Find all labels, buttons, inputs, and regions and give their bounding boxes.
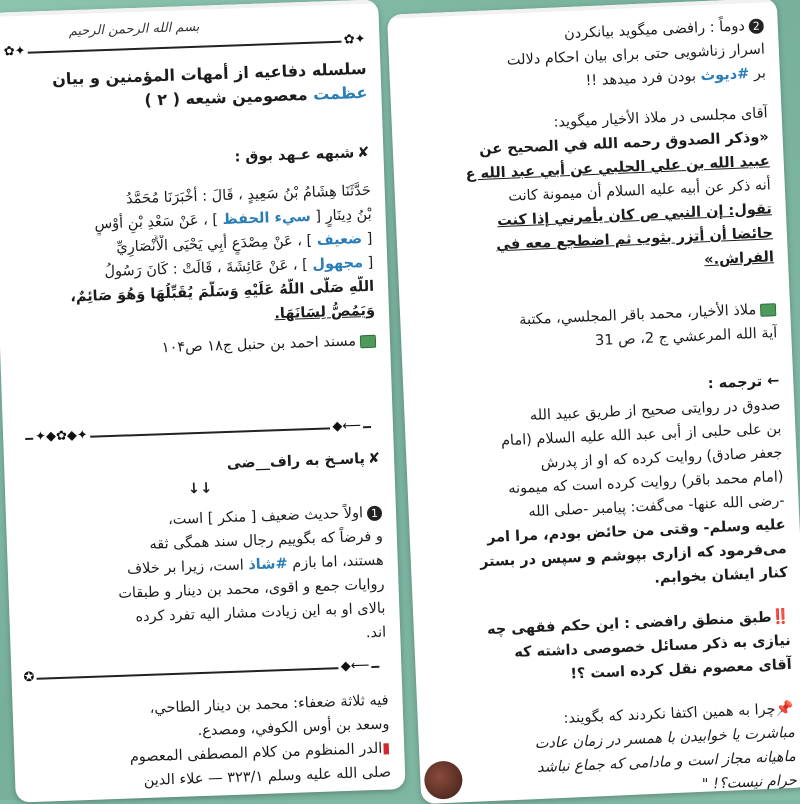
ornament-divider-middle: ✦◆✿◆✦ ◆⟵ <box>13 420 383 447</box>
doubt-title: ✘شبهه عـهد بوق : <box>234 144 370 166</box>
point-one-line-3: هستند، اما بازم #شاذ است، زیرا بر خلاف <box>126 552 384 578</box>
point-two-line-1: 2دوماً : رافضی میگوید بیانکردن <box>402 14 765 52</box>
hadith-line-2: بْنُ دِینَارٍ [ سيء الحفظ ] ، عَنْ سَعْدِ بْنِ أَوْسٍ <box>94 206 372 233</box>
quote-line-4: تقول: إن النبي ص كان يأمرني إذا كنت <box>496 201 773 230</box>
translation-title: ← ترجمه : <box>707 373 780 393</box>
red-book-icon: ▮ <box>381 740 391 757</box>
translation-line-2: بن علی حلبی از أبی عبد الله علیه السلام (امام <box>500 421 782 450</box>
quote-line-6: الفراش.» <box>703 249 775 269</box>
closing-line-3: ماهیانه مجاز است و مادامی که جماع نباشد <box>536 748 797 777</box>
quote-line-1: «وذكر الصدوق رحمه الله في الصحيح عن <box>478 129 770 158</box>
point-one-line-6: اند. <box>365 624 387 642</box>
translation-line-3: جعفر صادق) روایت کرده که او از پدرش <box>540 445 783 472</box>
closing-line-1: 📌چرا به همین اکتفا نکردند که بگویند: <box>563 700 794 727</box>
grade-unknown: مجهول <box>312 255 364 273</box>
quote-line-5: حائضا أن أتزر بثوب ثم اضطجع معه في <box>495 225 774 254</box>
number-two-icon: 2 <box>748 18 764 34</box>
number-one-icon: 1 <box>367 505 383 521</box>
reply-arrows: ↓↓ <box>187 480 213 498</box>
translation-line-5: -رضی الله عنها- می‌گفت: پیامبر -صلی الله <box>528 493 785 521</box>
hadith-line-4: [ مجهول ] ، عَنْ عَائِشَةَ ، قَالَتْ : كَانَ رَسُولُ <box>104 254 374 281</box>
point-one-line-4: روایات جمع و اقوی، محمد بن دینار و طبقات <box>118 576 385 602</box>
series-title-line-1: سلسله دفاعیه از أمهات المؤمنین و بیان <box>51 58 367 89</box>
header-ornament-divider: ✿✦ ✿✦ <box>0 34 370 61</box>
hadith-line-5: اللَّهِ صَلَّى اللَّهُ عَلَيْهِ وَسَلَّمَ يُقَبِّلُهَا وَهُوَ صَائِمٌ، <box>70 278 375 306</box>
translation-line-1: صدوق در روایتی صحیح از طریق عبید الله <box>529 397 781 425</box>
hadith-line-6: وَيَمُصُّ لِسَانَهَا. <box>274 302 376 323</box>
footer-line-3: ▮الدر المنظوم من كلام المصطفى المعصوم <box>129 740 391 766</box>
point-two-line-3: بر #دیوث بودن فرد میدهد !! <box>585 65 767 90</box>
closing-line-4: حرام نیست؟! " <box>701 772 798 793</box>
ornament-divider-bottom: ✪ ◆⟵ <box>21 659 391 686</box>
right-message-card <box>387 0 800 804</box>
basmala-calligraphy: بسم الله الرحمن الرحیم <box>68 19 200 40</box>
series-title-line-2: عظمت معصومین شیعه ( ۲ ) <box>144 82 368 110</box>
source-line-1: ملاذ الأخيار، محمد باقر المجلسي، مكتبة <box>414 298 777 336</box>
hadith-line-3: [ ضعيف ] ، عَنْ مِصْدَعٍ أَبِي يَحْيَى الْأَنْصَارِيِّ <box>116 230 373 256</box>
logic-line-1: ‼️طبق منطق رافضی : این حکم فقهی چه <box>486 608 790 639</box>
pin-icon: 📌 <box>775 700 794 718</box>
logic-line-3: آقای معصوم نقل کرده است ؟! <box>570 656 793 683</box>
point-one-line-1: 1اولاً حدیث ضعیف [ منکر ] است، <box>20 502 383 537</box>
majlisi-intro: آقای مجلسی در ملاذ الأخیار میگوید: <box>553 105 768 131</box>
closing-line-2: مباشرت یا خوابیدن با همسر در زمان عادت <box>534 724 796 753</box>
reply-title: ✘پاسـخ به راف__ضی <box>226 450 381 472</box>
translation-line-8: کنار ایشان بخوابم. <box>653 564 789 587</box>
shaz-hashtag[interactable]: #شاذ <box>248 555 288 574</box>
footer-line-1: فیه ثلاثة ضعفاء: محمد بن دینار الطاحي، <box>149 692 389 717</box>
book-icon <box>760 303 777 317</box>
translation-line-7: می‌فرمود که ازاری بپوشم و سپس در بستر <box>479 540 787 571</box>
source-reference: مسند احمد بن حنبل ج۱۸ ص۱۰۴ <box>14 330 377 365</box>
grade-bad-memory: سيء الحفظ <box>222 208 312 228</box>
source-line-2: آية الله المرعشي ج 2، ص 31 <box>594 325 778 350</box>
point-one-line-2: و فرضاً که بگوییم رجال سند همگی ثقه <box>149 528 384 553</box>
x-mark-icon: ✘ <box>367 450 381 468</box>
translation-line-6: علیه وسلم- وقتی من حائض بودم، مرا امر <box>486 516 786 547</box>
footer-line-4: صلى الله عليه وسلم ٣٢٣/١ — علاء الدين <box>143 764 392 790</box>
quote-line-2: عبيد الله بن علي الحلبي عن أبي عبد الله ع <box>465 153 771 183</box>
footer-line-2: وسعد بن أوس الكوفي، ومصدع. <box>197 716 390 740</box>
logic-line-2: نیازی به ذکر مسائل خصوصی داشته که <box>513 632 791 661</box>
series-title-highlight: عظمت <box>312 82 368 104</box>
hadith-line-1: حَدَّثَنَا هِشَامُ بْنُ سَعِیدٍ ، قَالَ : أَخْبَرَنَا مُحَمَّدُ <box>125 182 372 208</box>
point-one-line-5: بالای او به این زیادت مشار الیه تفرد کرده <box>135 600 386 626</box>
x-mark-icon: ✘ <box>357 144 370 162</box>
quote-line-3: أنه ذكر عن أبيه عليه السلام أن ميمونة كانت <box>507 177 772 205</box>
double-exclamation-icon: ‼️ <box>771 608 790 626</box>
translation-line-4: (امام محمد باقر) روایت کرده است که میمونه <box>507 469 784 498</box>
point-two-line-2: اسرار زناشویی حتی برای بیان احکام دلالت <box>506 41 766 69</box>
grade-weak: ضعيف <box>316 231 363 249</box>
dayyuth-hashtag[interactable]: #دیوث <box>700 66 750 85</box>
